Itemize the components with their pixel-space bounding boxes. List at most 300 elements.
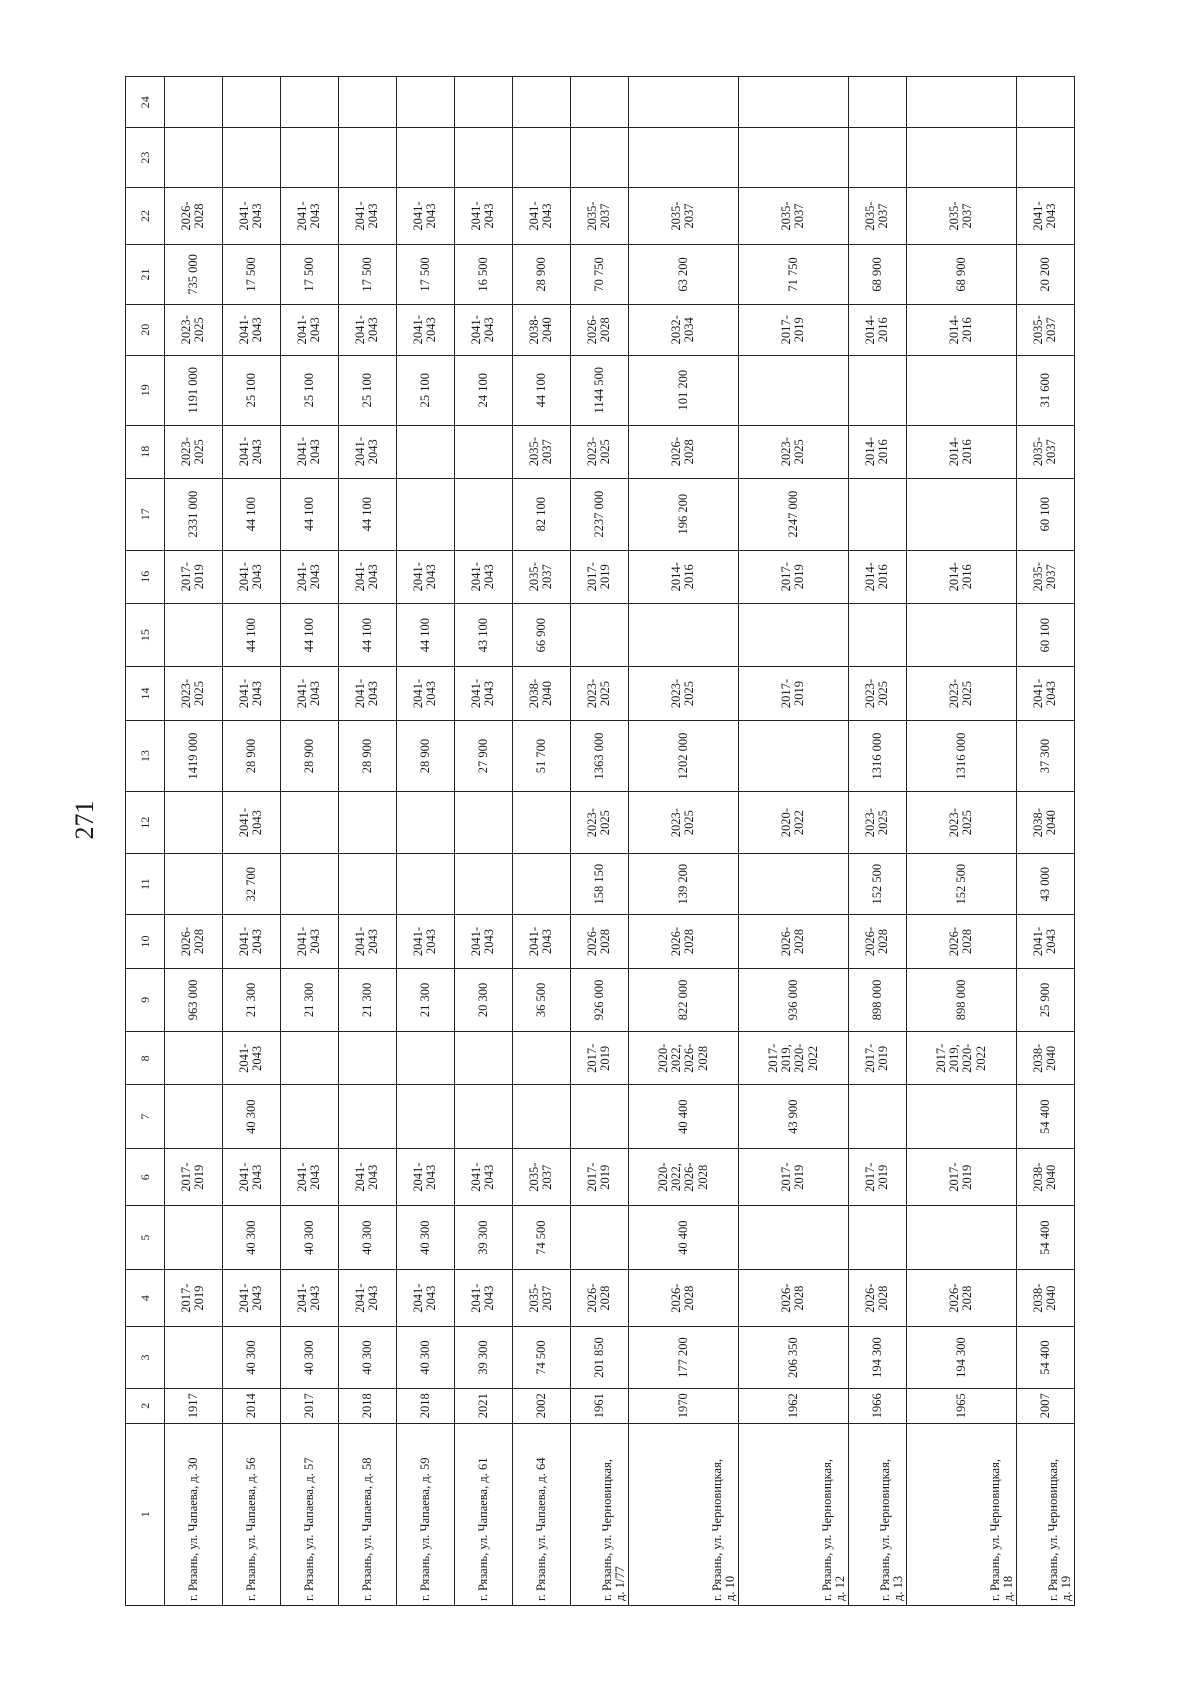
column-header: 4: [126, 1269, 165, 1326]
table-cell: [628, 603, 738, 667]
table-cell: 152 500: [848, 853, 906, 914]
table-cell: 2035- 2037: [570, 187, 628, 244]
table-cell: 68 900: [848, 245, 906, 304]
table-cell: 25 900: [1016, 968, 1074, 1032]
table-row: [396, 77, 454, 1606]
table-cell: 54 400: [1016, 1206, 1074, 1270]
table-cell: 2023- 2025: [628, 792, 738, 853]
table-cell: 194 300: [906, 1327, 1016, 1388]
table-cell: 2035- 2037: [512, 1149, 570, 1206]
table-cell: 2023- 2025: [738, 425, 848, 478]
table-cell: 2038- 2040: [1016, 792, 1074, 853]
table-cell: 2017- 2019: [165, 550, 223, 603]
table-cell: 201 850: [570, 1327, 628, 1388]
table-cell: [570, 77, 628, 128]
table-cell: [512, 792, 570, 853]
table-cell: 2026- 2028: [628, 915, 738, 968]
table-cell: [396, 853, 454, 914]
table-cell: 2041- 2043: [280, 1149, 338, 1206]
table-cell: 21 300: [222, 968, 280, 1032]
column-header: 19: [126, 355, 165, 425]
table-cell: 40 300: [280, 1327, 338, 1388]
table-cell: [906, 1206, 1016, 1270]
address-cell: г. Рязань, ул. Черновицкая, д. 18: [906, 1423, 1016, 1605]
table-cell: 2023- 2025: [906, 792, 1016, 853]
table-row: [1016, 77, 1074, 1606]
table-cell: 43 900: [738, 1085, 848, 1149]
table-cell: 1202 000: [628, 720, 738, 792]
column-header: 20: [126, 304, 165, 355]
table-cell: 2017- 2019: [738, 667, 848, 720]
column-header: 2: [126, 1388, 165, 1423]
table-cell: 926 000: [570, 968, 628, 1032]
table-cell: [1016, 128, 1074, 187]
table-cell: [165, 128, 223, 187]
table-cell: 2041- 2043: [222, 550, 280, 603]
data-table: [125, 76, 1075, 1606]
table-cell: 2035- 2037: [1016, 304, 1074, 355]
table-cell: 54 400: [1016, 1085, 1074, 1149]
table-cell: [848, 478, 906, 550]
table-cell: [338, 1032, 396, 1085]
table-cell: 54 400: [1016, 1327, 1074, 1388]
table-cell: 2237 000: [570, 478, 628, 550]
table-cell: [848, 603, 906, 667]
table-cell: [222, 77, 280, 128]
table-cell: [906, 1085, 1016, 1149]
table-cell: [338, 128, 396, 187]
table-cell: 1316 000: [906, 720, 1016, 792]
table-cell: [570, 1085, 628, 1149]
table-row: [848, 77, 906, 1606]
column-header: 24: [126, 77, 165, 128]
table-cell: 2041- 2043: [1016, 915, 1074, 968]
table-cell: 2017- 2019: [738, 550, 848, 603]
table-cell: 898 000: [906, 968, 1016, 1032]
table-cell: [738, 603, 848, 667]
column-header: 9: [126, 968, 165, 1032]
table-cell: 1970: [628, 1388, 738, 1423]
address-cell: г. Рязань, ул. Чапаева, д. 59: [396, 1423, 454, 1605]
table-cell: 2041- 2043: [222, 304, 280, 355]
table-cell: 2023- 2025: [906, 667, 1016, 720]
table-cell: 44 100: [222, 478, 280, 550]
table-cell: [280, 128, 338, 187]
column-header: 1: [126, 1423, 165, 1605]
table-cell: 28 900: [338, 720, 396, 792]
table-cell: 2041- 2043: [396, 915, 454, 968]
table-cell: 963 000: [165, 968, 223, 1032]
table-cell: 25 100: [280, 355, 338, 425]
table-cell: 74 500: [512, 1206, 570, 1270]
table-cell: 2041- 2043: [280, 915, 338, 968]
table-cell: 822 000: [628, 968, 738, 1032]
table-cell: 2014- 2016: [906, 550, 1016, 603]
table-cell: 63 200: [628, 245, 738, 304]
table-cell: 2041- 2043: [338, 667, 396, 720]
table-cell: 2017- 2019: [570, 1032, 628, 1085]
table-cell: 39 300: [454, 1206, 512, 1270]
table-cell: 2017- 2019: [570, 550, 628, 603]
table-cell: 1966: [848, 1388, 906, 1423]
table-cell: [512, 128, 570, 187]
table-cell: 2331 000: [165, 478, 223, 550]
table-cell: 2017- 2019, 2020- 2022: [906, 1032, 1016, 1085]
address-cell: г. Рязань, ул. Чапаева, д. 56: [222, 1423, 280, 1605]
table-cell: 2038- 2040: [1016, 1032, 1074, 1085]
table-cell: 1917: [165, 1388, 223, 1423]
table-cell: [570, 128, 628, 187]
table-cell: 2038- 2040: [1016, 1149, 1074, 1206]
table-cell: 2026- 2028: [570, 1269, 628, 1326]
table-cell: 2041- 2043: [338, 1149, 396, 1206]
table-cell: 2023- 2025: [570, 792, 628, 853]
table-cell: [848, 1085, 906, 1149]
column-header: 18: [126, 425, 165, 478]
table-cell: 40 400: [628, 1085, 738, 1149]
table-cell: 2017- 2019: [570, 1149, 628, 1206]
address-cell: г. Рязань, ул. Чапаева, д. 57: [280, 1423, 338, 1605]
table-cell: [512, 853, 570, 914]
table-cell: [512, 77, 570, 128]
table-cell: 39 300: [454, 1327, 512, 1388]
table-cell: 2041- 2043: [1016, 187, 1074, 244]
table-cell: [280, 77, 338, 128]
table-cell: 21 300: [338, 968, 396, 1032]
table-cell: 60 100: [1016, 478, 1074, 550]
table-cell: 158 150: [570, 853, 628, 914]
table-cell: 2247 000: [738, 478, 848, 550]
table-cell: 936 000: [738, 968, 848, 1032]
table-cell: 25 100: [338, 355, 396, 425]
table-body: [165, 77, 1075, 1606]
table-cell: 44 100: [338, 478, 396, 550]
table-cell: 2041- 2043: [280, 550, 338, 603]
table-cell: 2041- 2043: [338, 304, 396, 355]
table-cell: 2038- 2040: [512, 667, 570, 720]
table-cell: 898 000: [848, 968, 906, 1032]
table-cell: 40 300: [280, 1206, 338, 1270]
table-cell: 2041- 2043: [280, 304, 338, 355]
table-cell: 17 500: [222, 245, 280, 304]
table-cell: [280, 792, 338, 853]
table-cell: 2041- 2043: [222, 915, 280, 968]
table-cell: 44 100: [222, 603, 280, 667]
table-cell: [396, 478, 454, 550]
table-cell: [396, 77, 454, 128]
table-cell: 2041- 2043: [454, 1149, 512, 1206]
table-cell: 40 400: [628, 1206, 738, 1270]
table-cell: 1316 000: [848, 720, 906, 792]
column-header: 22: [126, 187, 165, 244]
table-cell: 2041- 2043: [222, 425, 280, 478]
column-header: 14: [126, 667, 165, 720]
table-cell: [570, 603, 628, 667]
table-cell: [738, 720, 848, 792]
table-cell: 2035- 2037: [848, 187, 906, 244]
column-header: 23: [126, 128, 165, 187]
table-cell: 2020- 2022: [738, 792, 848, 853]
address-cell: г. Рязань, ул. Чапаева, д. 30: [165, 1423, 223, 1605]
table-cell: 74 500: [512, 1327, 570, 1388]
table-cell: 206 350: [738, 1327, 848, 1388]
table-cell: 2026- 2028: [165, 187, 223, 244]
table-cell: 16 500: [454, 245, 512, 304]
table-cell: 2026- 2028: [848, 1269, 906, 1326]
table-cell: 2041- 2043: [454, 187, 512, 244]
table-cell: [165, 1032, 223, 1085]
table-cell: 2017- 2019: [738, 304, 848, 355]
table-cell: [396, 425, 454, 478]
table-cell: 2026- 2028: [628, 1269, 738, 1326]
table-cell: [454, 425, 512, 478]
address-cell: г. Рязань, ул. Черновицкая, д. 12: [738, 1423, 848, 1605]
table-container: [125, 76, 1075, 1606]
table-cell: 2041- 2043: [454, 667, 512, 720]
table-cell: 2026- 2028: [738, 1269, 848, 1326]
table-cell: [454, 128, 512, 187]
table-cell: 2041- 2043: [512, 187, 570, 244]
table-cell: 40 300: [338, 1206, 396, 1270]
table-cell: 27 900: [454, 720, 512, 792]
column-header: 10: [126, 915, 165, 968]
table-cell: [906, 128, 1016, 187]
table-cell: 37 300: [1016, 720, 1074, 792]
table-cell: [738, 853, 848, 914]
table-cell: 2041- 2043: [396, 550, 454, 603]
table-row: [165, 77, 223, 1606]
table-cell: 17 500: [396, 245, 454, 304]
table-cell: 2038- 2040: [1016, 1269, 1074, 1326]
table-cell: [454, 853, 512, 914]
table-cell: 2041- 2043: [454, 550, 512, 603]
table-cell: 2023- 2025: [628, 667, 738, 720]
column-header: 11: [126, 853, 165, 914]
table-cell: 2014- 2016: [848, 304, 906, 355]
table-cell: 40 300: [338, 1327, 396, 1388]
address-cell: г. Рязань, ул. Черновицкая, д. 13: [848, 1423, 906, 1605]
table-row: [570, 77, 628, 1606]
table-cell: 44 100: [280, 478, 338, 550]
table-cell: 152 500: [906, 853, 1016, 914]
table-cell: 2041- 2043: [280, 425, 338, 478]
column-header: 8: [126, 1032, 165, 1085]
table-cell: 2035- 2037: [512, 1269, 570, 1326]
table-cell: 2014- 2016: [906, 425, 1016, 478]
table-row: [338, 77, 396, 1606]
table-cell: 28 900: [512, 245, 570, 304]
table-cell: [848, 1206, 906, 1270]
table-cell: 2020- 2022, 2026- 2028: [628, 1032, 738, 1085]
table-cell: 21 300: [280, 968, 338, 1032]
table-cell: 2023- 2025: [848, 667, 906, 720]
table-cell: 2032- 2034: [628, 304, 738, 355]
table-cell: 2014- 2016: [848, 550, 906, 603]
table-cell: [512, 1085, 570, 1149]
table-cell: 2035- 2037: [1016, 425, 1074, 478]
address-cell: г. Рязань, ул. Черновицкая, д. 1/77: [570, 1423, 628, 1605]
table-cell: 2017: [280, 1388, 338, 1423]
table-cell: 2035- 2037: [738, 187, 848, 244]
table-cell: 25 100: [222, 355, 280, 425]
table-cell: 82 100: [512, 478, 570, 550]
table-cell: [906, 77, 1016, 128]
table-cell: 2017- 2019: [165, 1269, 223, 1326]
table-cell: [512, 1032, 570, 1085]
table-cell: 2035- 2037: [628, 187, 738, 244]
table-cell: 40 300: [222, 1085, 280, 1149]
table-cell: [165, 792, 223, 853]
table-cell: 2041- 2043: [338, 425, 396, 478]
table-cell: 66 900: [512, 603, 570, 667]
table-cell: [338, 77, 396, 128]
table-cell: 2014- 2016: [628, 550, 738, 603]
table-cell: 2014- 2016: [906, 304, 1016, 355]
table-cell: 2041- 2043: [222, 1269, 280, 1326]
table-cell: [165, 1327, 223, 1388]
table-cell: 101 200: [628, 355, 738, 425]
table-cell: [738, 128, 848, 187]
table-cell: [280, 853, 338, 914]
table-row: [512, 77, 570, 1606]
table-cell: 2023- 2025: [165, 304, 223, 355]
table-cell: 17 500: [338, 245, 396, 304]
table-cell: [454, 1085, 512, 1149]
table-cell: [338, 792, 396, 853]
column-header: 6: [126, 1149, 165, 1206]
table-cell: 2041- 2043: [338, 915, 396, 968]
table-cell: [848, 77, 906, 128]
table-row: [280, 77, 338, 1606]
table-cell: 2017- 2019: [165, 1149, 223, 1206]
table-cell: [338, 1085, 396, 1149]
table-cell: [454, 792, 512, 853]
table-cell: [222, 128, 280, 187]
table-cell: 2041- 2043: [338, 550, 396, 603]
table-cell: 21 300: [396, 968, 454, 1032]
table-cell: 2007: [1016, 1388, 1074, 1423]
table-cell: [738, 77, 848, 128]
address-cell: г. Рязань, ул. Черновицкая, д. 10: [628, 1423, 738, 1605]
table-cell: 28 900: [222, 720, 280, 792]
table-cell: 44 100: [280, 603, 338, 667]
table-cell: [738, 1206, 848, 1270]
table-cell: [396, 1032, 454, 1085]
table-cell: [396, 792, 454, 853]
table-cell: 40 300: [396, 1327, 454, 1388]
table-cell: 40 300: [222, 1327, 280, 1388]
table-cell: 20 300: [454, 968, 512, 1032]
table-cell: 2041- 2043: [454, 915, 512, 968]
table-cell: [280, 1032, 338, 1085]
table-cell: [454, 1032, 512, 1085]
table-cell: 2023- 2025: [848, 792, 906, 853]
table-cell: 2017- 2019: [906, 1149, 1016, 1206]
table-cell: 2041- 2043: [1016, 667, 1074, 720]
table-cell: 2041- 2043: [512, 915, 570, 968]
table-cell: 1961: [570, 1388, 628, 1423]
table-cell: [906, 603, 1016, 667]
table-cell: [738, 355, 848, 425]
column-header: 17: [126, 478, 165, 550]
table-cell: 2026- 2028: [906, 915, 1016, 968]
table-cell: 2035- 2037: [906, 187, 1016, 244]
table-cell: 2018: [396, 1388, 454, 1423]
table-cell: 40 300: [396, 1206, 454, 1270]
table-cell: 2026- 2028: [570, 915, 628, 968]
address-cell: г. Рязань, ул. Чапаева, д. 61: [454, 1423, 512, 1605]
table-cell: 1191 000: [165, 355, 223, 425]
table-cell: 194 300: [848, 1327, 906, 1388]
table-cell: 44 100: [396, 603, 454, 667]
column-header: 7: [126, 1085, 165, 1149]
table-cell: 2002: [512, 1388, 570, 1423]
header-row: [126, 77, 165, 1606]
table-cell: 40 300: [222, 1206, 280, 1270]
table-cell: 2026- 2028: [628, 425, 738, 478]
address-cell: г. Рязань, ул. Чапаева, д. 64: [512, 1423, 570, 1605]
table-cell: 20 200: [1016, 245, 1074, 304]
table-cell: 2014- 2016: [848, 425, 906, 478]
table-cell: 2023- 2025: [570, 667, 628, 720]
column-header: 3: [126, 1327, 165, 1388]
table-cell: 2041- 2043: [396, 1269, 454, 1326]
table-cell: 2017- 2019: [848, 1032, 906, 1085]
column-header: 13: [126, 720, 165, 792]
table-cell: [396, 128, 454, 187]
table-cell: 2041- 2043: [222, 1149, 280, 1206]
table-cell: 71 750: [738, 245, 848, 304]
table-cell: 28 900: [396, 720, 454, 792]
table-cell: 68 900: [906, 245, 1016, 304]
page-number: 271: [70, 800, 99, 840]
table-cell: 44 100: [338, 603, 396, 667]
table-cell: 2023- 2025: [165, 425, 223, 478]
table-cell: 24 100: [454, 355, 512, 425]
table-cell: 2023- 2025: [570, 425, 628, 478]
table-cell: 2026- 2028: [165, 915, 223, 968]
address-cell: г. Рязань, ул. Черновицкая, д. 19: [1016, 1423, 1074, 1605]
table-row: [454, 77, 512, 1606]
table-row: [628, 77, 738, 1606]
table-cell: [628, 77, 738, 128]
table-cell: 2035- 2037: [1016, 550, 1074, 603]
table-cell: 2018: [338, 1388, 396, 1423]
table-cell: 2041- 2043: [454, 304, 512, 355]
table-cell: 2041- 2043: [280, 1269, 338, 1326]
table-cell: [848, 128, 906, 187]
table-cell: 735 000: [165, 245, 223, 304]
table-cell: 17 500: [280, 245, 338, 304]
table-cell: 2014: [222, 1388, 280, 1423]
address-cell: г. Рязань, ул. Чапаева, д. 58: [338, 1423, 396, 1605]
table-cell: 2041- 2043: [396, 304, 454, 355]
table-cell: 2035- 2037: [512, 425, 570, 478]
table-cell: 2020- 2022, 2026- 2028: [628, 1149, 738, 1206]
table-cell: 2035- 2037: [512, 550, 570, 603]
table-cell: 2023- 2025: [165, 667, 223, 720]
table-cell: 2026- 2028: [738, 915, 848, 968]
table-cell: 2038- 2040: [512, 304, 570, 355]
table-cell: 1363 000: [570, 720, 628, 792]
column-header: 5: [126, 1206, 165, 1270]
table-cell: 28 900: [280, 720, 338, 792]
table-cell: [906, 355, 1016, 425]
rotated-table: [125, 76, 1075, 1606]
table-cell: [454, 478, 512, 550]
table-cell: [165, 1085, 223, 1149]
table-cell: 36 500: [512, 968, 570, 1032]
